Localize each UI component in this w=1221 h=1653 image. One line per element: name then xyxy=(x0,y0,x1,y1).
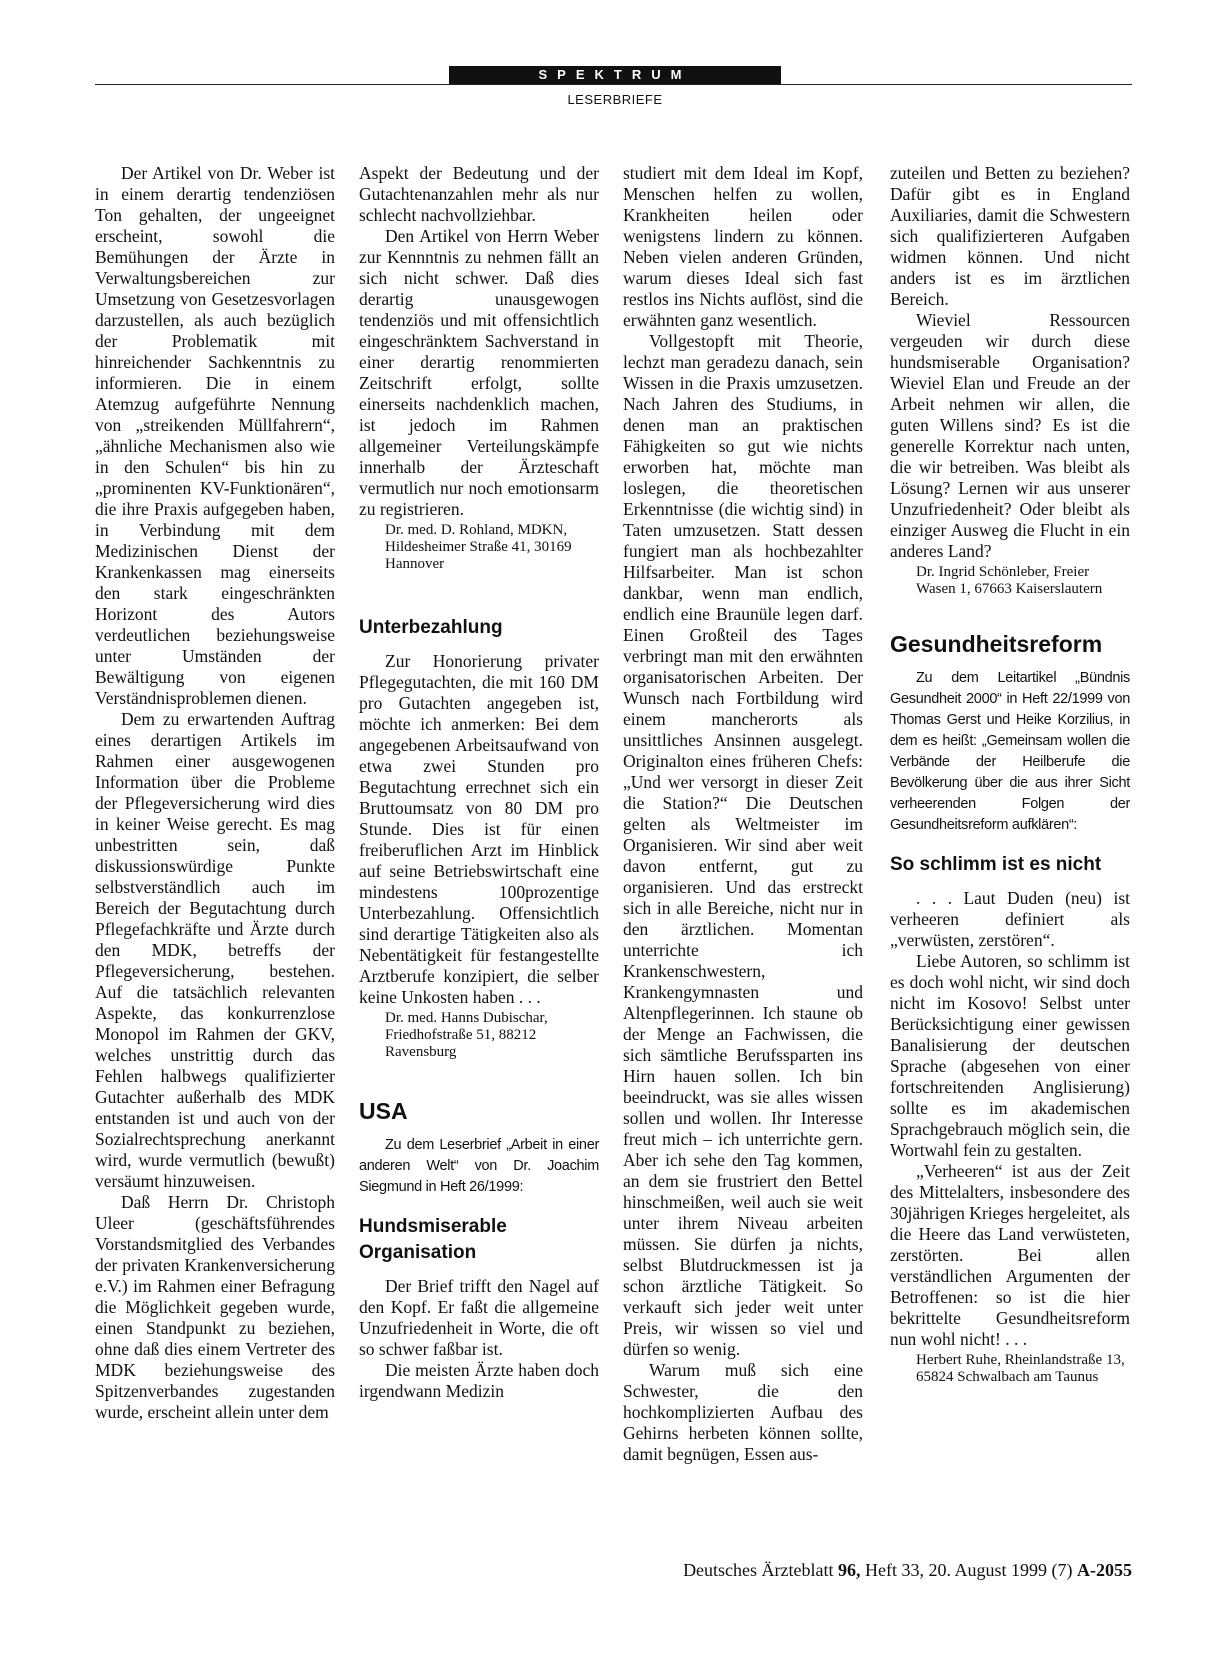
heading-so-schlimm: So schlimm ist es nicht xyxy=(890,854,1102,875)
letter-signature: Dr. med. Hanns Dubischar, Friedhofstraße 51, 88212 Ravensburg xyxy=(385,1010,548,1060)
paragraph: . . . Laut Duden (neu) ist verheeren definiert als „verwüsten, zerstören“. xyxy=(890,888,1130,950)
letter-intro: Zu dem Leitartikel „Bündnis Gesundheit 2000“ in Heft 22/1999 von Thomas Gerst und Heike Korzilius, in dem es heißt: „Gemeinsam wollen die Verbände der Heilberufe die Bevölkerung über die aus ihrer Sicht verheerenden Folgen der Gesundheitsreform aufklären“: xyxy=(890,670,1130,833)
section-label: SPEKTRUM xyxy=(449,66,781,84)
paragraph: Der Artikel von Dr. Weber ist in einem derartig tendenziösen Ton gehalten, der ungeeignet erscheint, sowohl die Bemühungen der Ärzte in Verwaltungsbereichen zur Umsetzung von Gesetzesvorlagen darzustellen, als auch bezüglich der Problematik mit hinreichender Sachkenntnis zu informieren. Die in einem Atemzug aufgeführte Nennung von „streikenden Müllfahrern“, „ähnliche Mechanismen also wie in den Schulen“ bis hin zu „prominenten KV-Funktionären“, die ihre Praxis aufgegeben haben, in Verbindung mit dem Medizinischen Dienst der Krankenkassen mag einerseits den stark eingeschränkten Horizont des Autors verdeutlichen beziehungsweise unter Umständen der Bewältigung von eigenen Verständnisproblemen dienen. xyxy=(95,163,335,708)
journal-volume: 96, xyxy=(838,1560,861,1580)
paragraph: Aspekt der Bedeutung und der Gutachtenanzahlen mehr als nur schlecht nachvollziehbar. xyxy=(359,163,599,225)
paragraph: zuteilen und Betten zu beziehen? Dafür gibt es in England Auxiliaries, damit die Schwestern sich qualifizierteren Aufgaben widmen können. Und nicht anders ist es im ärztlichen Bereich. xyxy=(890,163,1130,309)
column-3 xyxy=(623,163,863,1465)
letter-signature: Dr. Ingrid Schönleber, Freier Wasen 1, 67663 Kaiserslautern xyxy=(916,564,1103,597)
heading-usa: USA xyxy=(359,1098,408,1124)
paragraph: Die meisten Ärzte haben doch irgendwann Medizin xyxy=(359,1360,599,1401)
paragraph: Vollgestopft mit Theorie, lechzt man geradezu danach, sein Wissen in die Praxis umzusetzen. Nach Jahren des Studiums, in denen man an praktischen Fähigkeiten so gut wie nichts erworben hat, möchte man loslegen, die theoretischen Erkenntnisse (die wichtig sind) in Taten umzusetzen. Statt dessen fungiert man als hochbezahlter Hilfsarbeiter. Man ist schon dankbar, wenn man endlich, endlich eine Braunüle legen darf. Einen Großteil des Tages verbringt man mit den erwähnten organisatorischen Arbeiten. Der Wunsch nach Fortbildung wird einem mancherorts als unsittliches Ansinnen ausgelegt. Originalton eines früheren Chefs: „Und wer versorgt in dieser Zeit die Station?“ Die Deutschen gelten als Weltmeister im Organisieren. Wir sind aber weit davon entfernt, gut zu organisieren. Und das erstreckt sich in alle Bereiche, nicht nur in den ärztlichen. Momentan unterrichte ich Krankenschwestern, Krankengymnasten und Altenpflegerinnen. Ich staune ob der Menge an Fachwissen, die sich sämtliche Berufssparten ins Hirn hauen sollen. Ich bin beeindruckt, was sie alles wissen sollen und wollen. Ihr Interesse freut mich – ich unterrichte gern. Aber ich sehe den Tag kommen, an dem sie frustriert den Bettel hinschmeißen, weil auch sie weit unter ihrem Niveau arbeiten müssen. Sie dürfen ja nichts, selbst Blutdruckmessen ist ja schon ärztliche Tätigkeit. So verkauft sich jeder weit unter Preis, wir wissen so viel und dürfen so wenig. xyxy=(623,331,863,1359)
journal-name: Deutsches Ärzteblatt xyxy=(683,1560,834,1580)
paragraph: Dem zu erwartenden Auftrag eines derartigen Artikels im Rahmen einer ausgewogenen Information über die Probleme der Pflegeversicherung wird dies in keiner Weise gerecht. Es mag unbestritten sein, daß diskussionswürdige Punkte selbstverständlich auch im Bereich der Begutachtung durch Pflegefachkräfte und Ärzte durch den MDK, betreffs der Pflegeversicherung, bestehen. Auf die tatsächlich relevanten Aspekte, das konkurrenzlose Monopol im Rahmen der GKV, welches unstrittig durch das Fehlen halbwegs qualifizierter Gutachter außerhalb des MDK entstanden ist und auch von der Sozialrechtsprechung anerkannt wird, wurde vermutlich (bewußt) versäumt hinzuweisen. xyxy=(95,709,335,1191)
paragraph: Der Brief trifft den Nagel auf den Kopf. Er faßt die allgemeine Unzufriedenheit in Worte, die oft so schwer faßbar ist. xyxy=(359,1276,599,1359)
page-number: A-2055 xyxy=(1077,1560,1132,1580)
heading-hundsmiserable: Hundsmiserable Organisation xyxy=(359,1216,507,1263)
paragraph: studiert mit dem Ideal im Kopf, Menschen helfen zu wollen, Krankheiten heilen oder wenigstens lindern zu können. Neben vielen anderen Gründen, warum dieses Ideal sich fast restlos ins Nichts auflöst, sind die erwähnten ganz wesentlich. xyxy=(623,163,863,330)
paragraph: Warum muß sich eine Schwester, die den hochkomplizierten Aufbau des Gehirns herbeten können sollte, damit begnügen, Essen aus- xyxy=(623,1360,863,1464)
column-2 xyxy=(359,163,599,1402)
paragraph: Daß Herrn Dr. Christoph Uleer (geschäftsführendes Vorstandsmitglied des Verbandes der privaten Krankenversicherung e.V.) im Rahmen einer Befragung die Möglichkeit gegeben wurde, einen Standpunkt zu beziehen, ohne daß dies einem Vertreter des MDK beziehungsweise des Spitzenverbandes zugestanden wurde, erscheint allein unter dem xyxy=(95,1192,335,1422)
paragraph: Wieviel Ressourcen vergeuden wir durch diese hundsmiserable Organisation? Wieviel Elan und Freude an der Arbeit nehmen wir allen, die guten Willens sind? Es ist die generelle Korrektur nach unten, die wir betreiben. Was bleibt als Lösung? Lernen wir aus unserer Unzufriedenheit? Oder bleibt als einziger Ausweg die Flucht in ein anderes Land? xyxy=(890,310,1130,561)
letter-intro: Zu dem Leserbrief „Arbeit in einer anderen Welt“ von Dr. Joachim Siegmund in Heft 26/1999: xyxy=(359,1137,599,1195)
paragraph: „Verheeren“ ist aus der Zeit des Mittelalters, insbesondere des 30jährigen Krieges hergeleitet, als die Heere das Land verwüsteten, zerstörten. Bei allen verständlichen Argumenten der Betroffenen: so ist die hier bekrittelte Gesundheitsreform nun wohl nicht! . . . xyxy=(890,1161,1130,1349)
column-4 xyxy=(890,163,1130,1386)
column-1 xyxy=(95,163,335,1423)
letter-signature: Dr. med. D. Rohland, MDKN, Hildesheimer Straße 41, 30169 Hannover xyxy=(385,522,572,572)
page-footer xyxy=(580,1560,1132,1581)
heading-gesundheitsreform: Gesundheitsreform xyxy=(890,631,1103,657)
issue-info: Heft 33, 20. August 1999 (7) xyxy=(865,1560,1073,1580)
paragraph: Liebe Autoren, so schlimm ist es doch wohl nicht, wir sind doch nicht im Kosovo! Selbst unter Berücksichtigung einer gewissen Banalisierung der deutschen Sprache (abgesehen von einer fortschreitenden Anglisierung) sollte es im akademischen Sprachgebrauch möglich sein, die Wortwahl fein zu gestalten. xyxy=(890,951,1130,1160)
letter-signature: Herbert Ruhe, Rheinlandstraße 13, 65824 Schwalbach am Taunus xyxy=(916,1352,1125,1385)
subsection-label: LESERBRIEFE xyxy=(567,92,663,107)
header-rule xyxy=(95,84,1132,85)
heading-unterbezahlung: Unterbezahlung xyxy=(359,617,503,638)
paragraph: Den Artikel von Herrn Weber zur Kennntnis zu nehmen fällt an sich nicht schwer. Daß dies derartig unausgewogen tendenziös und mit offensichtlich eingeschränktem Sachverstand in einer derartig renommierten Zeitschrift erfolgt, sollte einerseits nachdenklich machen, ist jedoch im Rahmen allgemeiner Verteilungskämpfe innerhalb der Ärzteschaft vermutlich nur noch emotionsarm zu registrieren. xyxy=(359,226,599,519)
paragraph: Zur Honorierung privater Pflegegutachten, die mit 160 DM pro Gutachten angegeben ist, möchte ich anmerken: Bei dem angegebenen Arbeitsaufwand von etwa zwei Stunden pro Begutachtung errechnet sich ein Bruttoumsatz von 80 DM pro Stunde. Dies ist für einen freiberuflichen Arzt im Hinblick auf seine Betriebswirtschaft eine mindestens 100prozentige Unterbezahlung. Offensichtlich sind derartige Tätigkeiten also als Nebentätigkeit für festangestellte Arztberufe konzipiert, die selber keine Unkosten haben . . . xyxy=(359,651,599,1007)
